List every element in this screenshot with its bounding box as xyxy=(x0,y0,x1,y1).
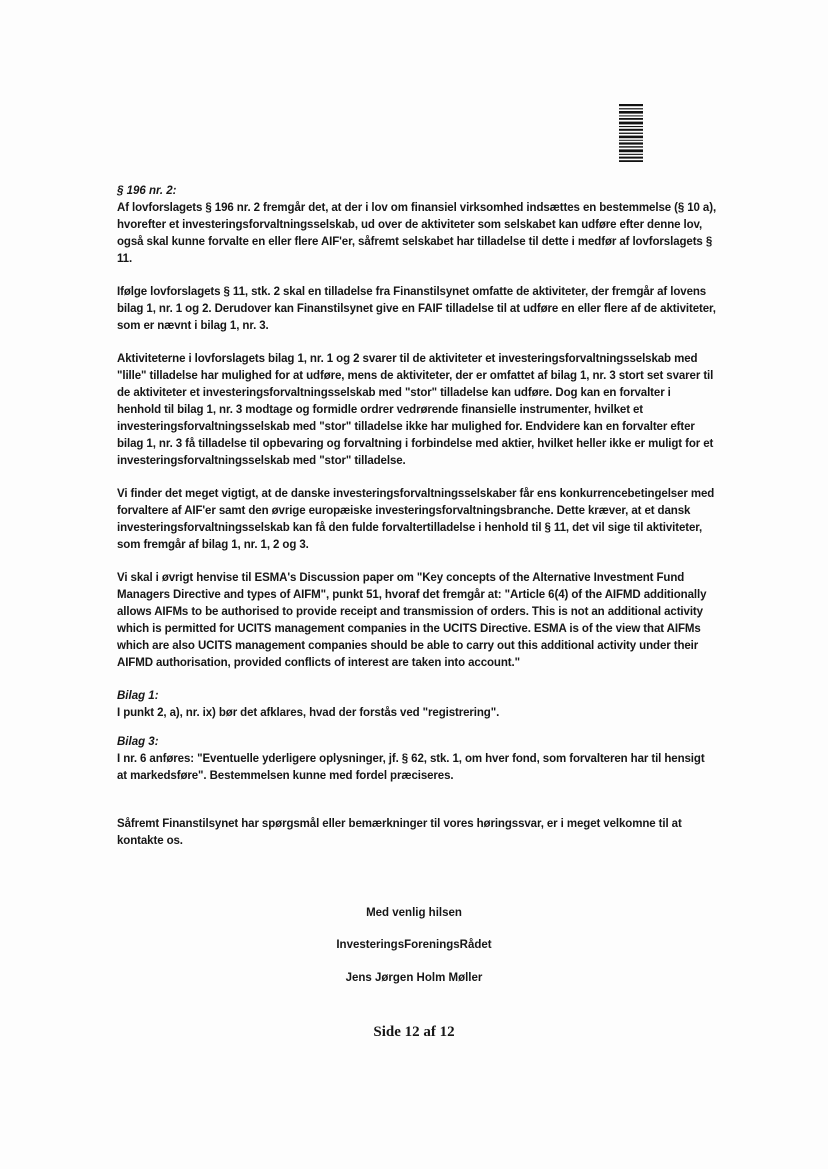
paragraph-konkurrence: Vi finder det meget vigtigt, at de danske investeringsforvaltningsselskaber får ens konkurrencebetingelser med forvaltere af AIF'er samt den øvrige europæiske investeringsforvaltningsbranche. Dette kræver, at et dansk investeringsforvaltningsselskab kan få den fulde forvaltertilladelse i henhold til § 11, det vil sige til aktiviteter, som fremgår af bilag 1, nr. 1, 2 og 3. xyxy=(117,488,715,551)
paragraph-esma: Vi skal i øvrigt henvise til ESMA's Discussion paper om "Key concepts of the Alternative Investment Fund Managers Directive and types of AIFM", punkt 51, hvoraf det fremgår at: "Article 6(4) of the AIFMD additionally allows AIFMs to be authorised to provide receipt and transmission of orders. This is not an additional activity which is permitted for UCITS management companies in the UCITS Directive. ESMA is of the view that AIFMs which are also UCITS management companies should be able to carry out this additional activity under their AIFMD authorisation, provided conflicts of interest are taken into account." xyxy=(117,572,707,669)
letter-body xyxy=(117,183,717,850)
closing-paragraph: Såfremt Finanstilsynet har spørgsmål eller bemærkninger til vores høringssvar, er i meget velkomne til at kontakte os. xyxy=(117,818,682,847)
bilag-1-paragraph: I punkt 2, a), nr. ix) bør det afklares, hvad der forstås ved "registrering". xyxy=(117,707,500,719)
section-196-paragraph: Af lovforslagets § 196 nr. 2 fremgår det, at der i lov om finansiel virksomhed indsættes en bestemmelse (§ 10 a), hvorefter et investeringsforvaltningsselskab, ud over de aktiviteter som selskabet kan udføre efter denne lov, også skal kunne forvalte en eller flere AIF'er, såfremt selskabet har tilladelse til dette i medfør af lovforslagets § 11. xyxy=(117,202,717,265)
paragraph-tilladelse: Ifølge lovforslagets § 11, stk. 2 skal en tilladelse fra Finanstilsynet omfatte de aktiviteter, der fremgår af lovens bilag 1, nr. 1 og 2. Derudover kan Finanstilsynet give en FAIF tilladelse til at udføre en eller flere af de aktiviteter, som er nævnt i bilag 1, nr. 3. xyxy=(117,286,716,332)
barcode-stamp xyxy=(619,104,643,162)
page-number: Side 12 af 12 xyxy=(373,1024,455,1040)
signoff-organisation: InvesteringsForeningsRådet xyxy=(336,939,492,951)
section-196-heading: § 196 nr. 2: xyxy=(117,185,177,197)
signoff-greeting: Med venlig hilsen xyxy=(366,907,462,919)
paragraph-aktiviteter: Aktiviteterne i lovforslagets bilag 1, nr. 1 og 2 svarer til de aktiviteter et investeringsforvaltningsselskab med "lille" tilladelse har mulighed for at udføre, mens de aktiviteter, der er omfattet af bilag 1, nr. 3 stort set svarer til de aktiviteter et investeringsforvaltningsselskab med "stor" tilladelse kan udføre. Dog kan en forvalter i henhold til bilag 1, nr. 3 modtage og formidle ordrer vedrørende finansielle instrumenter, hvilket et investeringsforvaltningsselskab med "stor" tilladelse ikke har mulighed for. Endvidere kan en forvalter efter bilag 1, nr. 3 få tilladelse til opbevaring og forvaltning i forbindelse med aktier, hvilket heller ikke er muligt for et investeringsforvaltningsselskab med "stor" tilladelse. xyxy=(117,353,714,467)
bilag-1-heading: Bilag 1: xyxy=(117,690,159,702)
bilag-3-heading: Bilag 3: xyxy=(117,736,159,748)
bilag-3-paragraph: I nr. 6 anføres: "Eventuelle yderligere oplysninger, jf. § 62, stk. 1, om hver fond, som forvalteren har til hensigt at markedsføre". Bestemmelsen kunne med fordel præciseres. xyxy=(117,753,705,782)
signoff-name: Jens Jørgen Holm Møller xyxy=(345,972,483,984)
